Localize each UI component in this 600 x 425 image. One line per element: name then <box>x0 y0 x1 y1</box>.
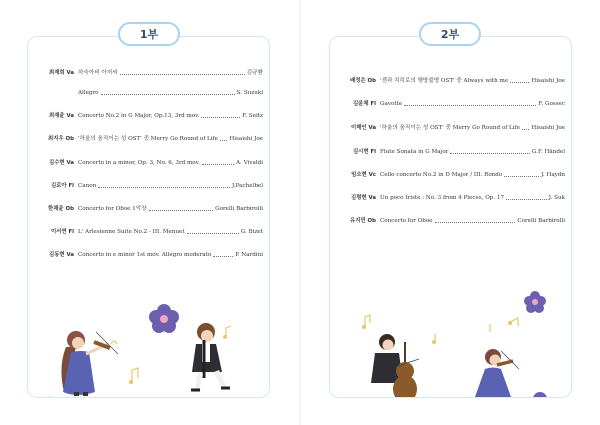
leader-dots <box>522 129 529 130</box>
leader-dots <box>120 74 245 75</box>
piece-title: Flute Sonata in G Major <box>380 149 449 155</box>
performer-name: 김동현 Va <box>48 252 74 258</box>
program-entry <box>28 67 269 79</box>
piece-title: Un poco triste : No. 3 from 4 Pieces, Op. 17 <box>380 195 505 201</box>
performer-name: 김수현 Va <box>48 160 74 166</box>
program-entry <box>330 215 571 227</box>
piece-title: Gavotte <box>380 101 403 107</box>
piece-title: Concerto No.2 in G Major, Op.13, 3rd mov. <box>78 113 200 119</box>
leader-dots <box>187 233 239 234</box>
performer-name: 이해인 Va <box>350 125 376 131</box>
composer-name: Hisaishi Joe <box>531 78 565 84</box>
composer-name: S. Suzuki <box>236 90 263 96</box>
program-entry <box>28 249 269 261</box>
cellist-man-icon <box>371 334 419 397</box>
program-entry <box>28 203 269 215</box>
performer-name: 김시현 Fl <box>352 149 376 155</box>
leader-dots <box>510 82 529 83</box>
performer-name: 유지민 Ob <box>350 218 376 224</box>
performer-name: 임소현 Vc <box>351 172 376 178</box>
composer-name: J.Pachelbel <box>232 183 263 189</box>
program-entry <box>330 75 571 87</box>
musicians-illustration-right <box>335 247 568 397</box>
piece-title: '센과 치히로의 행방불명 OST' 중 Always with me <box>380 78 509 84</box>
program-entry <box>28 87 269 99</box>
piece-title: Cello concerto No.2 in D Major / III. Rondo <box>380 172 503 178</box>
part2-badge: 2부 <box>419 22 481 46</box>
flower-icon <box>524 291 546 313</box>
leader-dots <box>149 210 213 211</box>
performer-name: 최재윤 Va <box>48 113 74 119</box>
composer-name: 김규환 <box>246 70 263 76</box>
piece-title: Concerto in e minor 1st mov. Allegro moderato <box>78 252 212 258</box>
program-entry <box>330 169 571 181</box>
leader-dots <box>404 105 536 106</box>
piece-line <box>78 133 263 145</box>
piece-title: Concerto for Oboe <box>380 218 433 224</box>
program-entry <box>330 146 571 158</box>
composer-name: Gorelli Barbirolli <box>215 206 263 212</box>
program-panel-part2 <box>329 36 572 398</box>
piece-title: Concerto in a minor, Op. 3, No. 6, 3rd mov. <box>78 160 200 166</box>
performer-name: 최지우 Ob <box>48 136 74 142</box>
piece-title: Concerto for Oboe 1악장 <box>78 206 147 212</box>
piece-line <box>78 67 263 79</box>
flower-icon <box>149 304 179 333</box>
program-entry <box>330 98 571 110</box>
composer-name: Hisaishi Joe <box>229 136 263 142</box>
leader-dots <box>506 199 547 200</box>
program-entry <box>28 226 269 238</box>
piece-line <box>380 122 565 134</box>
composer-name: P. Nardini <box>235 252 263 258</box>
piece-line <box>78 203 263 215</box>
piece-line <box>78 180 263 192</box>
program-entry <box>330 122 571 134</box>
piece-line <box>380 98 565 110</box>
leader-dots <box>98 187 230 188</box>
flower-icon <box>525 392 555 397</box>
leader-dots <box>213 256 233 257</box>
leader-dots <box>201 117 240 118</box>
performer-name: 김로아 Fl <box>50 183 74 189</box>
performer-name: 최재희 Va <box>48 70 74 76</box>
performer-name: 한채윤 Ob <box>48 206 74 212</box>
performer-name: 김윤채 Fl <box>352 101 376 107</box>
composer-name: F. Seitz <box>242 113 263 119</box>
piece-line <box>78 87 263 99</box>
composer-name: A. Vivaldi <box>236 160 263 166</box>
piece-line <box>380 146 565 158</box>
piece-line <box>78 157 263 169</box>
page-fold <box>299 0 301 425</box>
piece-line <box>380 215 565 227</box>
piece-line <box>78 110 263 122</box>
performer-name: 김형현 Va <box>350 195 376 201</box>
part1-badge: 1부 <box>118 22 180 46</box>
musicians-illustration-left <box>36 292 256 397</box>
leader-dots <box>450 153 530 154</box>
piece-title: Canon <box>78 183 97 189</box>
piece-title: '하울의 움직이는 성 OST' 중 Merry Go Round of Life <box>380 125 520 131</box>
leader-dots <box>101 94 235 95</box>
program-entry <box>28 180 269 192</box>
program-entry <box>330 192 571 204</box>
piece-line <box>78 226 263 238</box>
piece-title: '하울의 움직이는 성 OST' 중 Merry Go Round of Life <box>78 136 218 142</box>
leader-dots <box>220 140 227 141</box>
performer-name: 이서연 Fl <box>50 229 74 235</box>
piece-line <box>380 75 565 87</box>
leader-dots <box>202 164 234 165</box>
composer-name: J. Haydn <box>541 172 565 178</box>
composer-name: F. Gossec <box>538 101 565 107</box>
leader-dots <box>504 176 539 177</box>
program-panel-part1 <box>27 36 270 398</box>
piece-title: 하숙아비 아저씨 <box>78 70 118 76</box>
composer-name: J. Suk <box>548 195 565 201</box>
piece-line <box>380 192 565 204</box>
program-entry <box>28 133 269 145</box>
piece-title: Allegro <box>78 90 99 96</box>
composer-name: Corelli Barbirolli <box>517 218 565 224</box>
composer-name: G. Bizet <box>240 229 263 235</box>
violinist-girl-icon <box>475 349 519 397</box>
oboist-man-icon <box>191 323 230 392</box>
composer-name: G.F. Händel <box>531 149 565 155</box>
piece-line <box>78 249 263 261</box>
program-entry <box>28 110 269 122</box>
piece-line <box>380 169 565 181</box>
leader-dots <box>435 222 516 223</box>
violinist-woman-icon <box>61 331 118 396</box>
composer-name: Hisaishi Joe <box>531 125 565 131</box>
program-entry <box>28 157 269 169</box>
piece-title: L' Arlesienne Suite No.2 - III. Menuet <box>78 229 185 235</box>
performer-name: 배정은 Ob <box>350 78 376 84</box>
